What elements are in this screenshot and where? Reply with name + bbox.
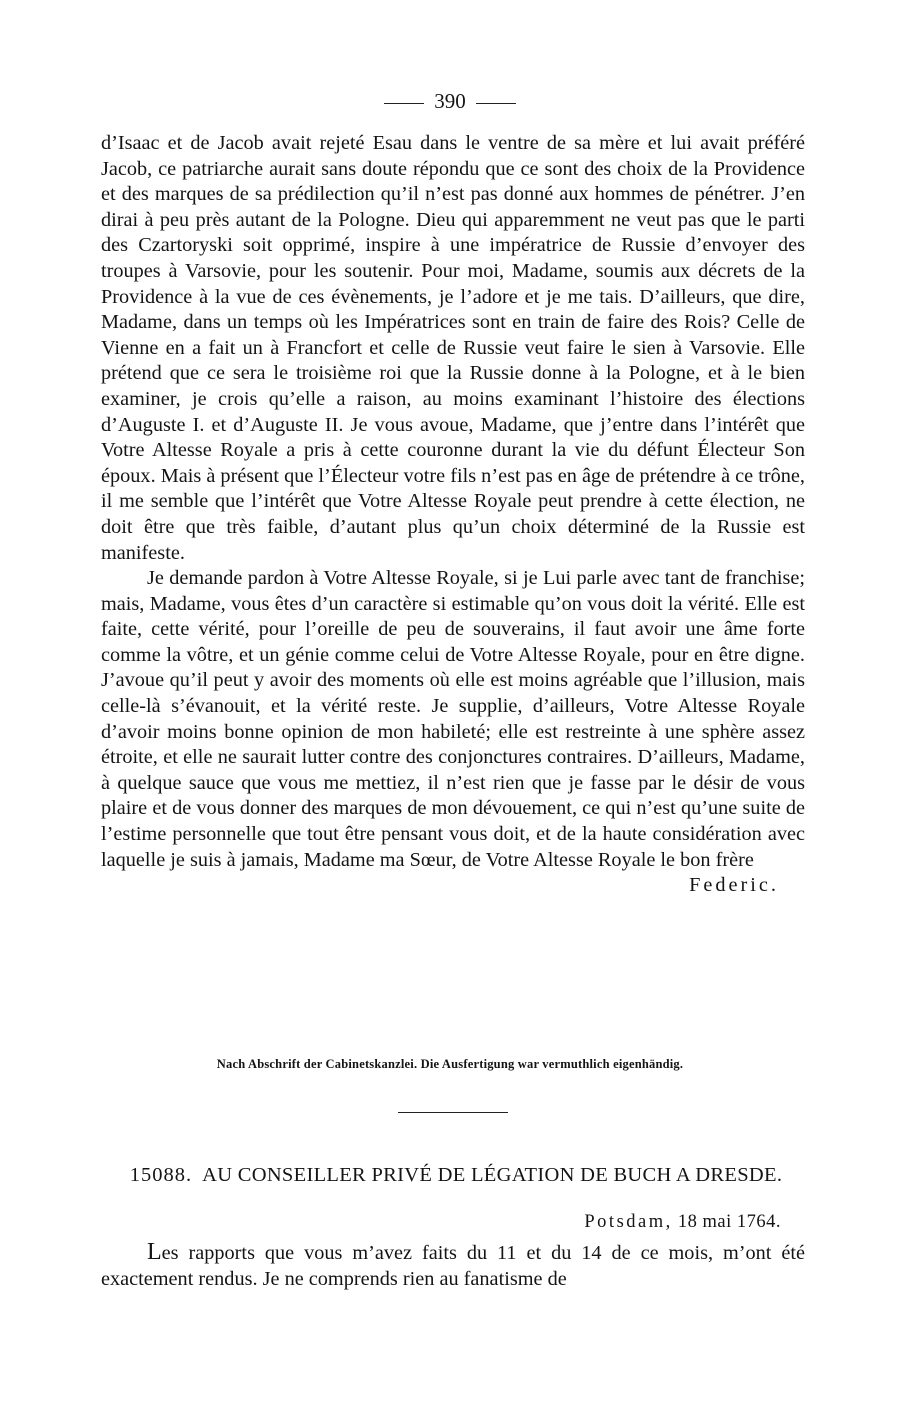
letter-paragraph-1: d’Isaac et de Jacob avait rejeté Esau dans le ventre de sa mère et lui avait préféré Jacob, ce patriarche aurait sans doute répondu que ce sont des choix de la Providence et des marques de sa prédilection qu’il n’est pas donné aux hommes de pénétrer. J’en dirai à peu près autant de la Pologne. Dieu qui apparemment ne veut pas que le parti des Czartoryski soit opprimé, inspire à une impératrice de Russie d’envoyer des troupes à Varsovie, pour les soutenir. Pour moi, Madame, soumis aux décrets de la Providence à la vue de ces évènements, je l’adore et je me tais. D’ailleurs, que dire, Madame, dans un temps où les Impératrices sont en train de faire des Rois? Celle de Vienne en a fait un à Francfort et celle de Russie veut faire le sien à Varsovie. Elle prétend que ce sera le troisième roi que la Russie donne à la Pologne, et à le bien examiner, je crois qu’elle a raison, au moins examinant l’histoire des élections d’Auguste I. et d’Auguste II. Je vous avoue, Madame, que j’entre dans l’intérêt que Votre Altesse Royale a pris à cette couronne durant la vie du défunt Électeur Son époux. Mais à présent que l’Électeur votre fils n’est pas en âge de prétendre à ce trône, il me semble que l’intérêt que Votre Altesse Royale peut prendre à cette élection, ne doit être que très faible, d’autant plus qu’un choix déterminé de la Russie est manifeste. — [101, 132, 805, 564]
dateline-date: 18 mai 1764. — [677, 1212, 781, 1232]
header-dash-left — [384, 103, 424, 104]
letter-paragraph-2: Je demande pardon à Votre Altesse Royale, si je Lui parle avec tant de franchise; mais, Madame, vous êtes d’un caractère si estimable qu’on vous doit la vérité. Elle est faite, cette vérité, pour l’oreille de peu de souverains, il faut avoir une âme forte comme la vôtre, et un génie comme celui de Votre Altesse Royale, pour en être digne. J’avoue qu’il peut y avoir des moments où elle est moins agréable que l’illusion, mais celle-là s’évanouit, et la vérité reste. Je supplie, d’ailleurs, Votre Altesse Royale d’avoir moins bonne opinion de mon habileté; elle est restreinte à une sphère assez étroite, et elle ne saurait lutter contre des conjonctures contraires. D’ailleurs, Madame, à quelque sauce que vous me mettiez, il n’est rien que je fasse par le désir de vous plaire et de vous donner des marques de mon dévouement, ce qui n’est qu’une suite de l’estime personnelle que tout être pensant vous doit, et de la haute considération avec laquelle je suis à jamais, Madame ma Sœur, de Votre Altesse Royale le bon frère — [101, 567, 805, 871]
letter-body — [101, 131, 805, 899]
section-divider — [398, 1112, 508, 1113]
dateline-place: Potsdam, — [584, 1212, 673, 1232]
letter-title: AU CONSEILLER PRIVÉ DE LÉGATION DE BUCH A DRESDE. — [202, 1164, 783, 1186]
next-letter-body — [101, 1240, 805, 1292]
page-header — [0, 88, 900, 114]
source-note: Nach Abschrift der Cabinetskanzlei. Die Ausfertigung war vermuthlich eigenhändig. — [216, 1057, 684, 1071]
next-letter-paragraph — [101, 1240, 805, 1292]
dateline — [101, 1212, 781, 1233]
next-letter-opening: es rapports que vous m’avez faits du 11 et du 14 de ce mois, m’ont été exactement rendus. Je ne comprends rien au fanatisme de — [101, 1242, 805, 1290]
letter-heading — [126, 1163, 786, 1188]
header-dash-right — [476, 103, 516, 104]
page-number: 390 — [434, 89, 466, 113]
letter-number: 15088. — [129, 1164, 193, 1186]
letter-signature: Federic. — [689, 874, 779, 897]
initial-letter: L — [147, 1239, 162, 1265]
